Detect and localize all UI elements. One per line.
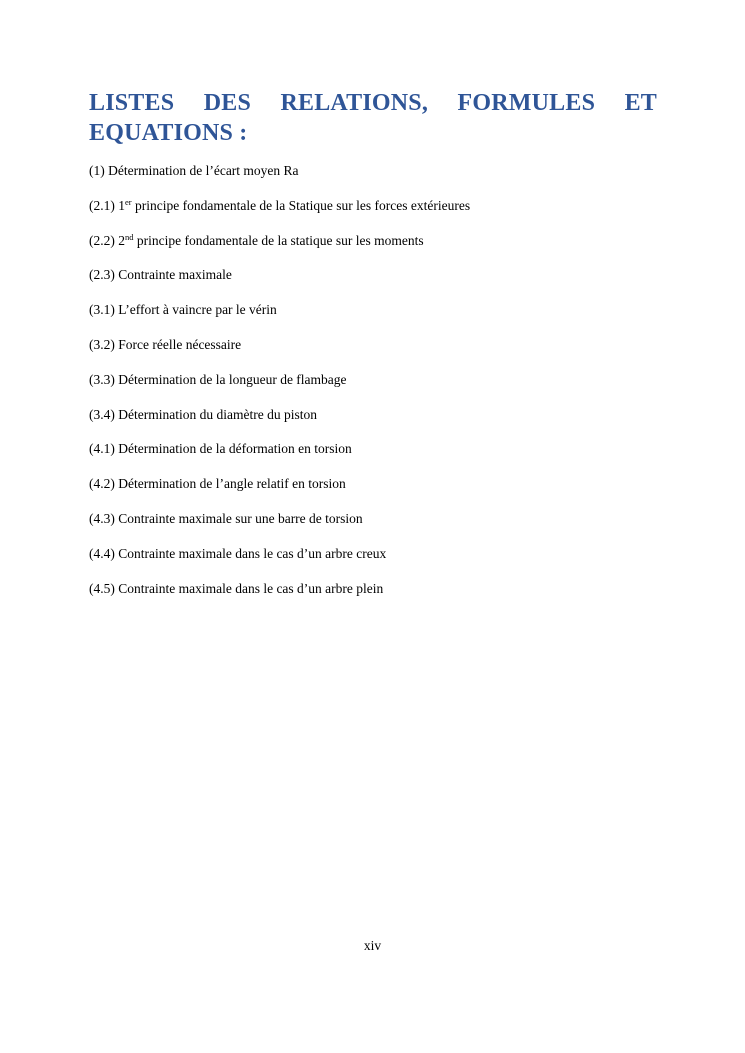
list-item bbox=[89, 232, 659, 250]
list-item bbox=[89, 406, 659, 424]
list-item bbox=[89, 545, 659, 563]
list-item-text: principe fondamentale de la statique sur les moments bbox=[133, 232, 424, 248]
list-item-text: (3.2) Force réelle nécessaire bbox=[89, 336, 242, 352]
list-item-text: (3.4) Détermination du diamètre du piston bbox=[89, 406, 317, 422]
page-number: xiv bbox=[363, 938, 382, 953]
list-item-text: (1) Détermination de l’écart moyen Ra bbox=[89, 163, 299, 178]
list-item-text: principe fondamentale de la Statique sur les forces extérieures bbox=[131, 197, 471, 213]
list-item-text: (2.2) 2 bbox=[89, 232, 125, 248]
page-title-line-1: LISTES DES RELATIONS, FORMULES ET bbox=[89, 90, 657, 116]
list-item-text: (3.3) Détermination de la longueur de flambage bbox=[89, 371, 347, 387]
list-item bbox=[89, 197, 659, 215]
equations-list bbox=[89, 162, 659, 614]
list-item bbox=[89, 371, 659, 389]
list-item-text: (4.2) Détermination de l’angle relatif en torsion bbox=[89, 476, 346, 492]
page-title bbox=[89, 88, 657, 148]
list-item bbox=[89, 510, 659, 528]
list-item-text: (4.4) Contrainte maximale dans le cas d’un arbre creux bbox=[89, 545, 387, 561]
list-item-text: (4.3) Contrainte maximale sur une barre de torsion bbox=[89, 510, 363, 526]
list-item bbox=[89, 475, 659, 493]
list-item bbox=[89, 440, 659, 458]
list-item bbox=[89, 162, 659, 180]
page-title-line-2: EQUATIONS : bbox=[89, 120, 248, 146]
list-item bbox=[89, 336, 659, 354]
list-item-text: (4.5) Contrainte maximale dans le cas d’un arbre plein bbox=[89, 580, 384, 596]
list-item bbox=[89, 301, 659, 319]
ordinal-superscript: er bbox=[125, 196, 132, 207]
list-item-text: (4.1) Détermination de la déformation en torsion bbox=[89, 441, 352, 457]
list-item-text: (2.3) Contrainte maximale bbox=[89, 267, 232, 283]
list-item-text: (3.1) L’effort à vaincre par le vérin bbox=[89, 302, 277, 318]
list-item bbox=[89, 580, 659, 598]
list-item-text: (2.1) 1 bbox=[89, 197, 125, 213]
list-item bbox=[89, 266, 659, 284]
ordinal-superscript: nd bbox=[125, 231, 134, 242]
